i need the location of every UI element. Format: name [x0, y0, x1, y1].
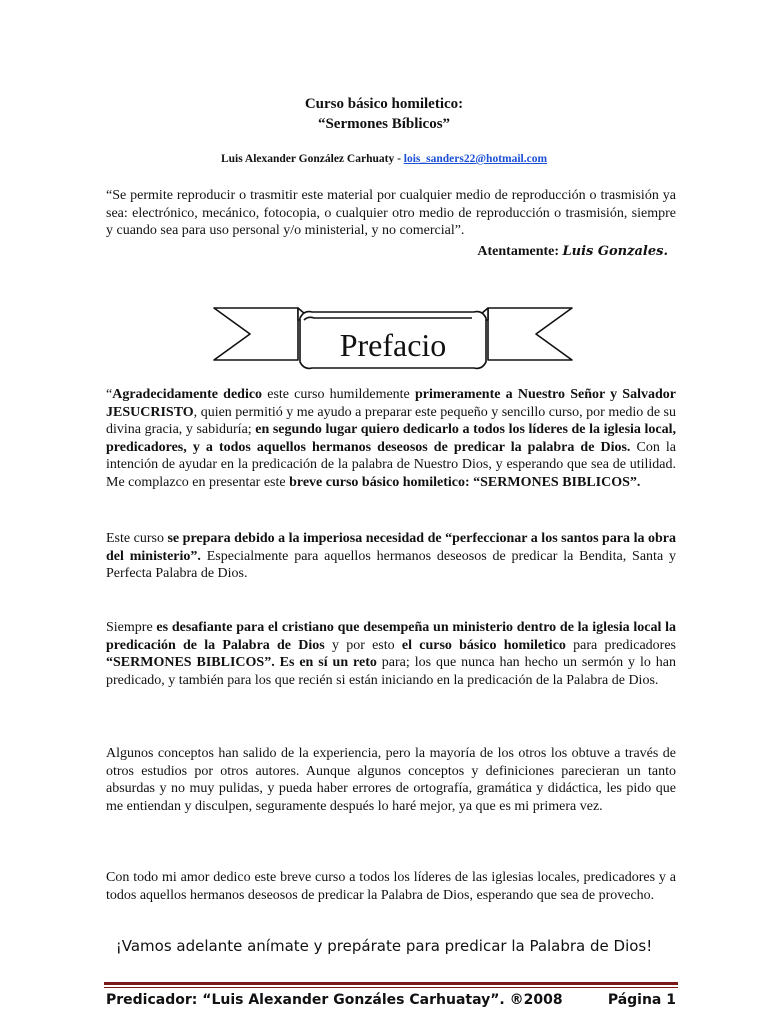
sign-label: Atentamente: — [477, 244, 560, 259]
bold-segment: se prepara debido a la imperiosa necesidad de “perfeccionar a los santos para la obra del ministerio”. — [106, 531, 676, 564]
page-number: Página 1 — [607, 992, 676, 1008]
text-segment: Con la intención de ayudar en la predicación de la palabra de Nuestro Dios, y esperando que sea de utilidad. Me complazco en presentar este — [106, 439, 676, 490]
title-line-1: Curso básico homiletico: — [304, 96, 464, 112]
text-segment: Este curso — [106, 531, 168, 546]
text-segment: Siempre — [106, 620, 157, 635]
paragraph-purpose — [106, 530, 676, 583]
signature-line — [106, 244, 668, 260]
ribbon-banner-icon — [212, 298, 574, 372]
bold-segment: es desafiante para el cristiano que desempeña un ministerio dentro de la iglesia local la predicación de la Palabra de Dios — [106, 620, 677, 653]
author-line — [0, 153, 768, 165]
text-segment: para; los que nunca han hecho un sermón y lo han predicado, y también para los que recién si están iniciando en la predicación de la Palabra de Dios. — [106, 655, 676, 688]
bold-segment: en segundo lugar quiero dedicarlo a todos los líderes de la iglesia local, predicadores, y a todos aquellos hermanos deseosos de predicar la palabra de Dios. — [106, 422, 676, 455]
text-segment: este curso humildemente — [262, 387, 415, 402]
banner-title: Prefacio — [339, 327, 447, 363]
paragraph-concepts: Algunos conceptos han salido de la experiencia, pero la mayoría de los otros los obtuve a través de otros estudios por otros autores. Aunque algunos conceptos y definiciones parecieran un tanto absurdas y no muy pulidas, y pueda haber errores de ortografía, gramática y didáctica, les pido que me entiendan y disculpen, seguramente después lo haré mejor, ya que es mi primera vez. — [106, 746, 676, 814]
footer-rule-thick — [104, 982, 678, 985]
closing-exhortation: ¡Vamos adelante anímate y prepárate para predicar la Palabra de Dios! — [115, 937, 653, 955]
bold-segment: “SERMONES BIBLICOS”. Es en sí un reto — [106, 655, 377, 671]
text-segment: y por esto — [324, 637, 402, 653]
text-segment: para predicadores — [565, 637, 677, 653]
title-line-2: “Sermones Bíblicos” — [317, 116, 451, 132]
prefacio-banner — [212, 298, 574, 372]
copyright-notice: “Se permite reproducir o trasmitir este material por cualquier medio de reproducción o trasmisión ya sea: electrónico, mecánico, fotocopia, o cualquier otro medio de reproducción o trasmisión, siempre y cuando sea para uso personal y/o ministerial, y no comercial”. — [106, 188, 676, 239]
bold-segment: primeramente a Nuestro Señor y Salvador JESUCRISTO — [106, 387, 676, 420]
text-segment: “ — [106, 387, 113, 402]
signature: Luis Gonzales. — [562, 244, 668, 259]
page-footer — [106, 992, 676, 1008]
paragraph-love: Con todo mi amor dedico este breve curso a todos los líderes de las iglesias locales, predicadores y a todos aquellos hermanos deseosos de predicar la Palabra de Dios, esperando que sea de provecho. — [106, 870, 676, 903]
bold-segment: el curso básico homiletico — [401, 637, 566, 653]
author-email-link[interactable]: lois_sanders22@hotmail.com — [403, 153, 548, 165]
bold-segment: breve curso básico homiletico: “SERMONES BIBLICOS”. — [289, 474, 641, 490]
author-name: Luis Alexander González Carhuaty - — [220, 153, 404, 165]
text-segment: , quien permitió y me ayudo a preparar este pequeño y sencillo curso, por medio de su divina gracia, y sabiduría; — [106, 404, 676, 438]
document-title — [0, 94, 768, 134]
footer-author: Predicador: “Luis Alexander Gonzáles Carhuatay”. ®2008 — [106, 992, 563, 1008]
text-segment: Especialmente para aquellos hermanos deseosos de predicar la Bendita, Santa y Perfecta Palabra de Dios. — [106, 548, 676, 582]
paragraph-dedication — [106, 386, 676, 492]
bold-segment: Agradecidamente dedico — [112, 387, 263, 402]
paragraph-challenge — [106, 619, 676, 689]
footer-rule-thin — [104, 987, 678, 988]
